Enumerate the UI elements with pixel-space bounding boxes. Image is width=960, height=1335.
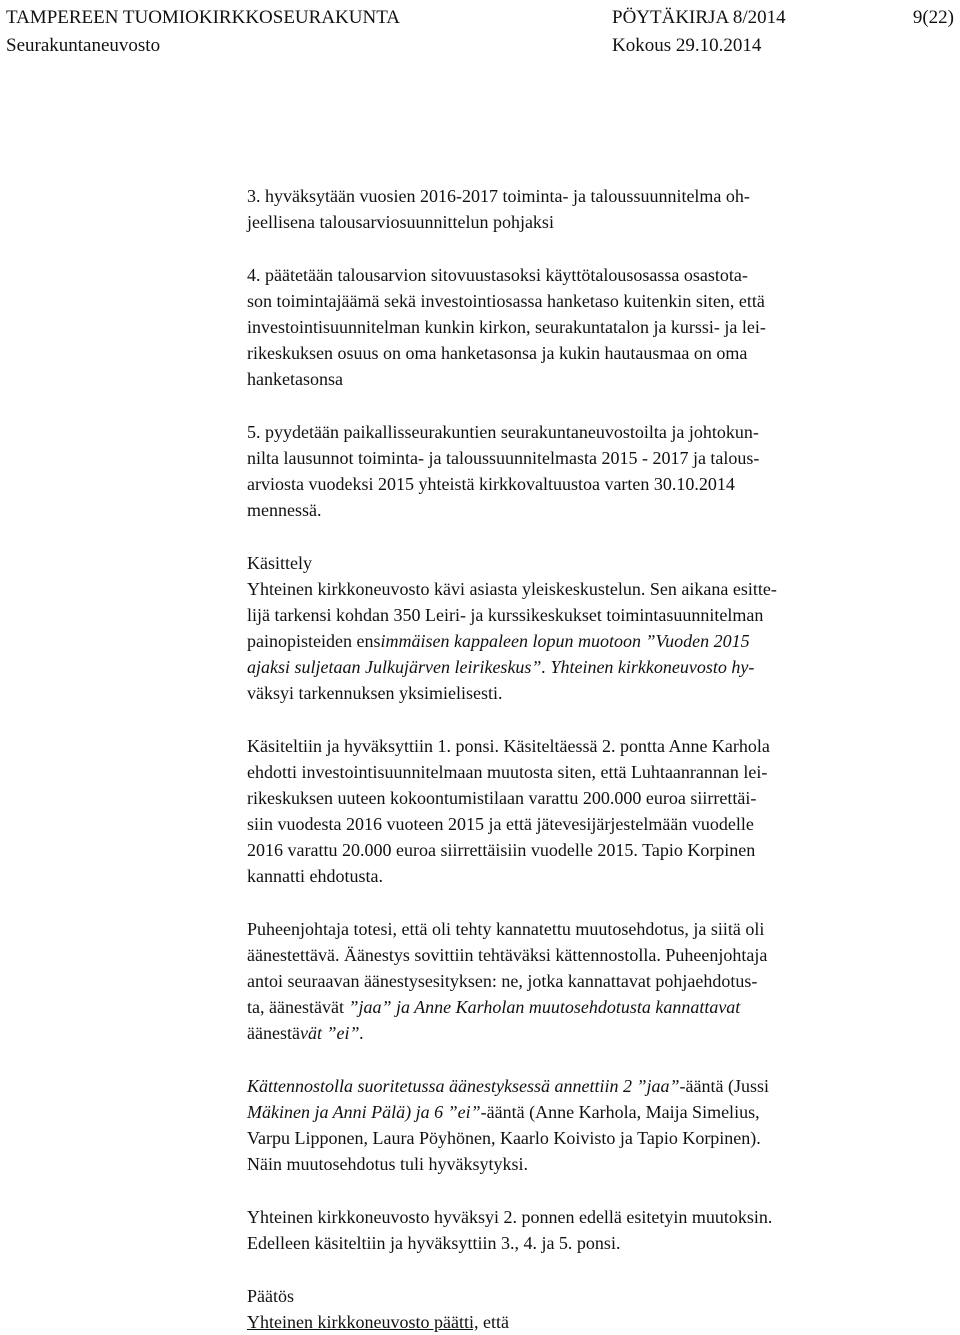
document-body <box>247 183 907 1335</box>
paatos-section: Päätös Yhteinen kirkkoneuvosto päätti, että <box>247 1283 907 1335</box>
header-left <box>6 4 400 60</box>
paragraph-puheenjohtaja: Puheenjohtaja totesi, että oli tehty kannatettu muutosehdotus, ja siitä oli äänestettävä. Äänestys sovittiin tehtäväksi kättennostolla. Puheenjohtaja antoi seuraavan äänestysesityksen: ne, jotka kannattavat pohjaehdotus- ta, äänestävät ”jaa” ja Anne Karholan muutosehdotusta kannattavat äänestävät ”ei”. <box>247 919 768 1043</box>
header-middle <box>612 4 786 60</box>
paragraph-ponsi: Käsiteltiin ja hyväksyttiin 1. ponsi. Käsiteltäessä 2. pontta Anne Karhola ehdotti investointisuunnitelmaan muutosta siten, että Luhtaanrannan lei- rikeskuksen uuteen kokoontumistilaan varattu 200.000 euroa siirrettäi- siin vuodesta 2016 vuoteen 2015 ja että jätevesijärjestelmään vuodelle 2016 varattu 20.000 euroa siirrettäisiin vuodelle 2015. Tapio Korpinen kannatti ehdotusta. <box>247 736 770 886</box>
paragraph-hyvaksyi: Yhteinen kirkkoneuvosto hyväksyi 2. ponnen edellä esitetyin muutoksin. Edelleen käsiteltiin ja hyväksyttiin 3., 4. ja 5. ponsi. <box>247 1207 773 1253</box>
header-right <box>913 4 954 32</box>
paragraph-3: 3. hyväksytään vuosien 2016-2017 toiminta- ja taloussuunnitelma oh- jeellisena talousarviosuunnittelun pohjaksi <box>247 186 750 232</box>
paragraph-4: 4. päätetään talousarvion sitovuustasoksi käyttötalousosassa osastota- son toimintajäämä sekä investointiosassa hanketaso kuitenkin siten, että investointisuunnitelman kunkin kirkon, seurakuntatalon ja kurssi- ja lei- rikeskuksen osuus on oma hanketasonsa ja kukin hautausmaa on oma hanketasonsa <box>247 265 766 389</box>
paragraph-kattennostolla: Kättennostolla suoritetussa äänestyksessä annettiin 2 ”jaa”-ääntä (Jussi Mäkinen ja Anni Pälä) ja 6 ”ei”-ääntä (Anne Karhola, Maija Simelius, Varpu Lipponen, Laura Pöyhönen, Kaarlo Koivisto ja Tapio Korpinen). Näin muutosehdotus tuli hyväksytyksi. <box>247 1076 769 1174</box>
header-doc: PÖYTÄKIRJA 8/2014 <box>612 7 786 28</box>
kasittely-section: Käsittely Yhteinen kirkkoneuvosto kävi asiasta yleiskeskustelun. Sen aikana esitte- lijä tarkensi kohdan 350 Leiri- ja kurssikeskukset toimintasuunnitelman painopisteiden ensimmäisen kappaleen lopun muotoon ”Vuoden 2015 ajaksi suljetaan Julkujärven leirikeskus”. Yhteinen kirkkoneuvosto hy- väksyi tarkennuksen yksimielisesti. <box>247 550 907 706</box>
header-org: TAMPEREEN TUOMIOKIRKKOSEURAKUNTA <box>6 7 401 28</box>
header-body: Seurakuntaneuvosto <box>6 35 161 56</box>
paatos-heading: Päätös <box>247 1286 294 1306</box>
paragraph-5: 5. pyydetään paikallisseurakuntien seurakuntaneuvostoilta ja johtokun- nilta lausunnot toiminta- ja taloussuunnitelmasta 2015 - 2017 ja talous- arviosta vuodeksi 2015 yhteistä kirkkovaltuustoa varten 30.10.2014 mennessä. <box>247 422 760 520</box>
header-page: 9(22) <box>912 7 954 28</box>
kasittely-heading: Käsittely <box>247 553 312 573</box>
header-meeting: Kokous 29.10.2014 <box>612 35 762 56</box>
